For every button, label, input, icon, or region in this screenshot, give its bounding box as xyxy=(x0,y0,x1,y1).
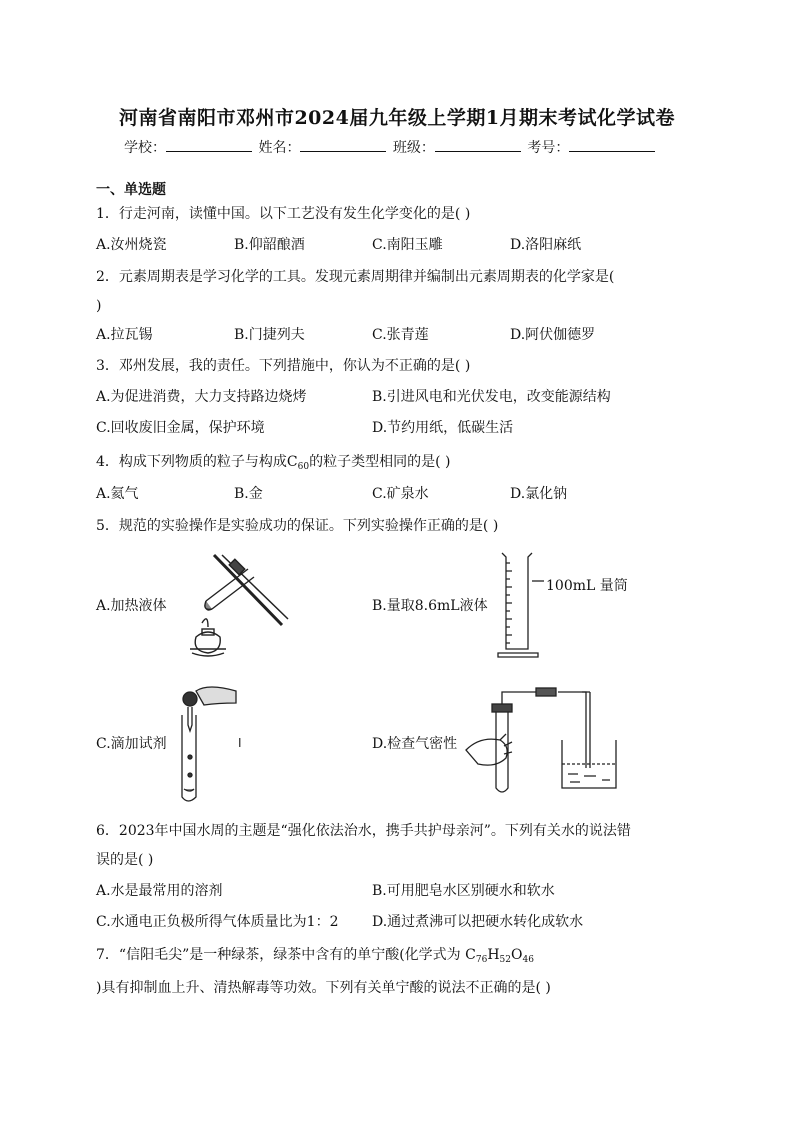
q2-option-d: D.阿伏伽德罗 xyxy=(510,327,596,343)
q5-option-c: C.滴加试剂 xyxy=(96,736,167,752)
cylinder-label: 100mL 量筒 xyxy=(546,578,628,594)
q7-h: H xyxy=(487,947,500,963)
q7-sub-h: 52 xyxy=(499,955,511,965)
q6-stem-cont: 误的是( ) xyxy=(96,852,154,868)
q5-option-a: A.加热液体 xyxy=(96,598,167,614)
q6-stem: 6．2023年中国水周的主题是“强化依法治水，携手共护母亲河”。下列有关水的说法错 xyxy=(96,823,631,839)
q3-stem: 3．邓州发展，我的责任。下列措施中，你认为不正确的是( ) xyxy=(96,358,471,374)
q3-option-c: C.回收废旧金属，保护环境 xyxy=(96,420,265,436)
q1-option-a: A.汝州烧瓷 xyxy=(96,237,167,253)
q2-option-a: A.拉瓦锡 xyxy=(96,327,153,343)
q7-stem-pre: 7．“信阳毛尖”是一种绿茶，绿茶中含有的单宁酸(化学式为 C xyxy=(96,947,476,963)
q6-option-b: B.可用肥皂水区别硬水和软水 xyxy=(372,883,555,899)
q7-sub-c: 76 xyxy=(475,955,488,965)
q4-stem-sub: 60 xyxy=(297,462,310,472)
school-field[interactable] xyxy=(166,139,252,152)
q7-stem-cont: )具有抑制血上升、清热解毒等功效。下列有关单宁酸的说法不正确的是( ) xyxy=(96,980,551,996)
q4-option-d: D.氯化钠 xyxy=(510,486,568,502)
q6-option-c: C.水通电正负极所得气体质量比为1：2 xyxy=(96,914,339,930)
q1-option-c: C.南阳玉雕 xyxy=(372,237,443,253)
class-label: 班级： xyxy=(392,140,435,156)
class-field[interactable] xyxy=(435,139,521,152)
q2-stem-cont: ) xyxy=(96,298,102,314)
q4-stem xyxy=(96,453,450,476)
q3-option-b: B.引进风电和光伏发电，改变能源结构 xyxy=(372,389,611,405)
q7-sub-o: 46 xyxy=(522,955,534,965)
q1-stem: 1．行走河南，读懂中国。以下工艺没有发生化学变化的是( ) xyxy=(96,206,471,222)
number-label: 考号： xyxy=(527,140,570,156)
q2-option-b: B.门捷列夫 xyxy=(234,327,305,343)
q7-o: O xyxy=(510,947,523,963)
q6-option-a: A.水是最常用的溶剂 xyxy=(96,883,223,899)
page-title: 河南省南阳市邓州市2024届九年级上学期1月期末考试化学试卷 xyxy=(118,107,676,129)
svg-text:I: I xyxy=(238,736,242,750)
q2-option-c: C.张青莲 xyxy=(372,327,429,343)
name-label: 姓名： xyxy=(258,140,301,156)
q4-stem-pre: 4．构成下列物质的粒子与构成C xyxy=(96,454,298,470)
q5-option-d: D.检查气密性 xyxy=(372,736,458,752)
q1-option-b: B.仰韶酿酒 xyxy=(234,237,305,253)
heating-liquid-illustration xyxy=(178,553,288,661)
airtightness-check-illustration xyxy=(466,688,626,796)
school-label: 学校： xyxy=(124,140,166,156)
q5-option-b: B.量取8.6mL液体 xyxy=(372,598,488,614)
q2-stem: 2．元素周期表是学习化学的工具。发现元素周期律并编制出元素周期表的化学家是( xyxy=(96,269,615,285)
q6-option-d: D.通过煮沸可以把硬水转化成软水 xyxy=(372,914,584,930)
section-heading: 一、单选题 xyxy=(96,182,166,198)
number-field[interactable] xyxy=(569,139,655,152)
q5-stem: 5．规范的实验操作是实验成功的保证。下列实验操作正确的是( ) xyxy=(96,518,499,534)
q7-stem xyxy=(96,946,534,969)
q1-option-d: D.洛阳麻纸 xyxy=(510,237,582,253)
graduated-cylinder-illustration xyxy=(496,553,636,663)
q4-option-b: B.金 xyxy=(234,486,263,502)
q4-option-c: C.矿泉水 xyxy=(372,486,429,502)
q4-stem-post: 的粒子类型相同的是( ) xyxy=(309,454,451,470)
q4-option-a: A.氦气 xyxy=(96,486,139,502)
q3-option-d: D.节约用纸，低碳生活 xyxy=(372,420,514,436)
student-info xyxy=(124,137,657,157)
q3-option-a: A.为促进消费，大力支持路边烧烤 xyxy=(96,389,307,405)
dropper-illustration xyxy=(178,685,258,805)
name-field[interactable] xyxy=(300,139,386,152)
